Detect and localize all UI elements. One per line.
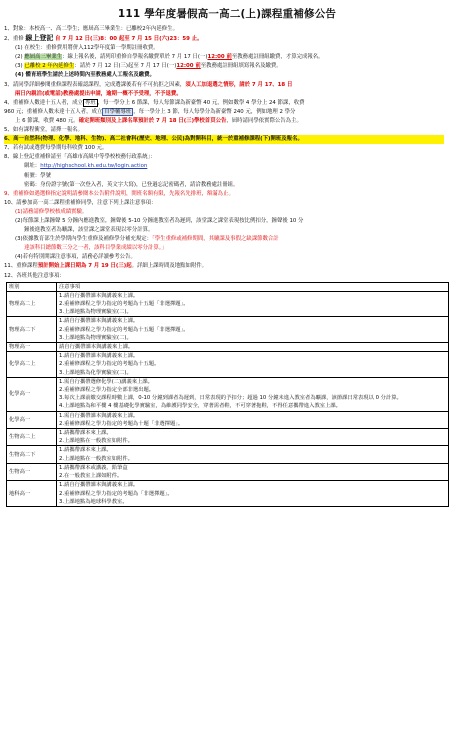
table-cell-notes bbox=[57, 446, 449, 463]
item-2-prefix: 2、重修 bbox=[4, 36, 24, 43]
table-header-row bbox=[7, 282, 449, 291]
item-11-tail: 。詳細上課時間及地點如附件。 bbox=[131, 263, 208, 270]
table-row bbox=[7, 317, 449, 343]
table-note-line: 2.上課地點在一般教室如附件。 bbox=[59, 455, 133, 462]
item-3-line2: 兩日內親洽(或電話)教務處提出申請，逾期一概不予受理，不予退費。 bbox=[15, 90, 182, 97]
table-row bbox=[7, 377, 449, 411]
table-note-line: 4.上課地點為和平樓 4 樓基礎化學實驗室，為維護同學安全，穿著需者鞋，不可穿著拖鞋，不得任意攜帶進入教室上課。 bbox=[59, 403, 341, 410]
table-cell-notes bbox=[57, 463, 449, 480]
table-cell-notes bbox=[57, 481, 449, 507]
table-cell-notes bbox=[57, 291, 449, 317]
class-notes-table bbox=[6, 282, 449, 507]
item-4-line2 bbox=[4, 108, 450, 117]
item-9: 9、重補修如遇選修指定說明請參閱本公告附件說明，開班名額有限，先報名先排班，額滿為止。 bbox=[4, 190, 234, 197]
item-4-class-type: 專班 bbox=[84, 99, 96, 106]
table-row bbox=[7, 291, 449, 317]
class-notes-table-body bbox=[7, 282, 449, 506]
table-cell-class: 地科高一 bbox=[7, 481, 57, 507]
table-header-class: 班別 bbox=[7, 282, 57, 291]
table-note-line: 1.需自行攜帶選修化學(二)講義來上課。 bbox=[59, 378, 153, 385]
table-note-line: 1.請攜帶課本或講義、鉛筆盒 bbox=[59, 464, 128, 471]
table-row bbox=[7, 343, 449, 352]
item-10-4: (4)若有特別開課注意事項，請務必詳讀參考公告。 bbox=[15, 254, 136, 261]
table-row bbox=[7, 446, 449, 463]
item-8-password: 密碼：身份證字號(第一次登入者，英文字大寫)，已登過忘記密碼者，請洽教務處註冊組。 bbox=[24, 181, 239, 188]
item-10-3a-text: (3)依據教育部生於學期內學生重修及補修學分補充規定： bbox=[15, 236, 153, 243]
item-3-line1 bbox=[4, 81, 450, 90]
item-7: 7、若有試或選費每學期每科收費 100 元。 bbox=[4, 145, 108, 152]
table-cell-notes bbox=[57, 411, 449, 428]
item-4-text-c: 960 元；重補修人數未達十五人者，成立 bbox=[4, 108, 103, 115]
item-10-3b: 達該科目總節數三分之一者，該科目學業成績以零分計算。」 bbox=[24, 245, 167, 252]
item-8-url bbox=[4, 162, 450, 171]
table-note-line: 請自行攜帶課本與講義來上課。 bbox=[59, 344, 134, 351]
table-cell-class: 生物高二下 bbox=[7, 446, 57, 463]
table-note-line: 2.在一般教室上課如附件。 bbox=[59, 473, 123, 480]
item-2-4: (4) 體育班學生請於上述時間內至教務處人工報名及繳費。 bbox=[15, 72, 155, 79]
table-cell-class: 化學高一 bbox=[7, 411, 57, 428]
table-cell-class: 物理高一 bbox=[7, 343, 57, 352]
table-cell-class: 物理高二下 bbox=[7, 317, 57, 343]
url-label: 網址： bbox=[24, 163, 41, 170]
item-8: 8、線上登記重補修請至「高雄市高級中等學校校務行政系統」： bbox=[4, 154, 156, 161]
item-2-3-mid: ：請於 7 月 12 日(三)起至 7 月 17 日(一) bbox=[74, 63, 177, 70]
item-1: 1、對象：本校高一、高二學生；應屆高三畢業生：已離校2年內延修生。 bbox=[4, 26, 178, 32]
item-8-account: 帳號：學號 bbox=[24, 172, 51, 179]
item-4-text-a: 4、重補修人數達十五人者，成立 bbox=[4, 99, 83, 106]
item-2-period: 自 7 月 12 日(三)8：00 起至 7 月 15 日(六)23：59 止。 bbox=[55, 36, 203, 43]
item-11-pre: 11、重修課程 bbox=[4, 263, 38, 270]
table-row bbox=[7, 429, 449, 446]
item-10-2a: (2)每節課上課鐘聲 5 分鐘內應進教室，鐘聲後 5-10 分鐘進教室者為遲到，該堂課之課堂表現按比例扣分，鐘聲後 10 分 bbox=[15, 217, 304, 224]
item-5: 5、如有課程衝堂，請擇一報名。 bbox=[4, 127, 83, 134]
item-10-3a bbox=[4, 235, 450, 244]
item-2-2-mid: ：線上報名後，請列印重修自學報名繳費單於 7 月 17 日(一) bbox=[62, 54, 208, 61]
item-2-2: (2) 應屆高三畢業生：線上報名後，請列印重修自學報名繳費單於 7 月 17 日(一)12:00 前至教務處註冊組繳費，才算完成報名。 bbox=[15, 54, 324, 61]
item-4-line1 bbox=[4, 99, 450, 108]
item-2-3: (3) 已離校 2 年內延修生：請於 7 月 12 日(三)起至 7 月 17 日(一)12:00 前至教務處註冊組填寫報名及繳費。 bbox=[15, 63, 282, 70]
item-4-text-e: 上 6 節課，收費 480 元。 bbox=[15, 117, 79, 124]
table-cell-notes bbox=[57, 317, 449, 343]
item-11-start-date: 預計開始上課日期為 7 月 19 日(三)起 bbox=[37, 263, 132, 270]
table-note-line: 3.上課地點為地球科學教室。 bbox=[59, 498, 128, 505]
table-cell-class: 化學高一 bbox=[7, 377, 57, 411]
item-10: 10、請參加高一高二課程重補修同學，注意下列上課注意事項： bbox=[4, 199, 157, 206]
page-title: 111 學年度暑假高一高二(上)課程重補修公告 bbox=[117, 8, 337, 20]
item-4-text-d: ，每一學分上 3 節，每人每學分為新臺幣 240 元，例如地理 2 學分 bbox=[133, 108, 296, 115]
table-note-line: 3.每次上課前繳交課程時數上課，0-10 分鐘到課者為遲到，日常表現的予扣分；超過 10 分鐘未進入教室者為曠課，該節課日常表現以 0 分計算。 bbox=[59, 395, 402, 402]
item-2-1: (1) 在校生：重修費用將併入112學年度第一學期註冊收費。 bbox=[15, 45, 159, 52]
table-note-line: 2.重補修課程之學力指定的考題為十五題。 bbox=[59, 361, 160, 368]
table-cell-class: 物理高二上 bbox=[7, 291, 57, 317]
announcement-page bbox=[0, 6, 454, 756]
item-2-online-register: 線上登記 bbox=[25, 34, 54, 43]
item-2 bbox=[4, 34, 450, 44]
item-2-2-highlight: 應屆高三畢業生 bbox=[24, 54, 63, 61]
table-row bbox=[7, 352, 449, 378]
item-2-3-tail: 至教務處註冊組填寫報名及繳費。 bbox=[200, 63, 282, 70]
table-cell-class: 生物高二上 bbox=[7, 429, 57, 446]
item-6: 6、高一自然科(物理、化學、地科、生物)、高二社會科(歷史、地理、公民)為對開科目，統一於重補修課程(下)開班及報名。 bbox=[4, 135, 444, 144]
table-note-line: 2.重補修課程之學力指定的考題為十五題「非選擇題」。 bbox=[59, 326, 189, 333]
table-row bbox=[7, 463, 449, 480]
table-note-line: 1.請自行攜帶課本與講義來上課。 bbox=[59, 292, 139, 299]
table-cell-class: 化學高二上 bbox=[7, 352, 57, 378]
table-note-line: 2.上課地點在一般教室如附件。 bbox=[59, 438, 133, 445]
table-cell-notes bbox=[57, 429, 449, 446]
item-10-1: (1)請務請修學校核成績實驗。 bbox=[15, 208, 88, 215]
table-row bbox=[7, 481, 449, 507]
table-note-line: 3.上課地點為物理實驗室(二)。 bbox=[59, 309, 132, 316]
table-note-line: 2.重補修課程之學力指定全部非選出題。 bbox=[59, 387, 155, 394]
item-12: 12、各班其他注意事項： bbox=[4, 272, 65, 279]
table-cell-notes bbox=[57, 377, 449, 411]
item-4-text-b: ，每一學分上 6 節課，每人每節課為新臺幣 40 元，例如數學 4 學分上 24 節課，收費 bbox=[97, 99, 305, 106]
item-4-text-f: ，屆時請同學依實際公告為主。 bbox=[226, 117, 302, 124]
table-note-line: 1.請攜帶課本來上課。 bbox=[59, 447, 112, 454]
item-2-3-highlight: 已離校 2 年內延修生 bbox=[24, 63, 75, 70]
table-note-line: 2.重補修課程之學力指定的考題為「非選擇題」。 bbox=[59, 490, 173, 497]
table-cell-notes bbox=[57, 352, 449, 378]
table-row bbox=[7, 411, 449, 428]
table-note-line: 1.請自行攜帶課本與講義來上課。 bbox=[59, 353, 139, 360]
table-note-line: 2.重補修課程之學力指定的考題為十題「非選擇題」。 bbox=[59, 420, 184, 427]
table-header-notes: 注意事項 bbox=[57, 282, 449, 291]
table-note-line: 1.需自行攜帶課本與講義來上課。 bbox=[59, 412, 139, 419]
item-10-3a-quote: 「學生重修或補修期間，其曠課及事假之缺課節數合計 bbox=[152, 236, 279, 243]
item-4-class-type-2: 自學輔導班 bbox=[104, 108, 132, 115]
system-login-link[interactable]: http://highschool.kh.edu.tw/login.action bbox=[40, 163, 148, 170]
item-11 bbox=[4, 262, 450, 271]
item-2-2-deadline: 12:00 前 bbox=[207, 54, 232, 61]
table-note-line: 1.請自行攜帶課本與講義來上課。 bbox=[59, 318, 139, 325]
item-2-3-deadline: 12:00 前 bbox=[176, 63, 201, 70]
table-note-line: 3.上課地點為物理實驗室(二)。 bbox=[59, 334, 132, 341]
item-3-bold: 須人工加退選之情形，請於 7 月 17、18 日 bbox=[185, 81, 293, 88]
table-note-line: 3.上課地點為化學實驗室(二)。 bbox=[59, 369, 132, 376]
item-3-text: 3、請同學詳細參閱重修課程表確認課程，完成選課後若有不可抗拒之因素， bbox=[4, 81, 186, 88]
item-2-2-tail: 至教務處註冊組繳費，才算完成報名。 bbox=[231, 54, 324, 61]
table-note-line: 2.重補修課程之學力指定的考題為十五題「非選擇題」。 bbox=[59, 301, 189, 308]
item-10-2b: 鐘後進教室者為曠課，該堂課之課堂表現以零分計算。 bbox=[24, 227, 154, 234]
table-cell-notes bbox=[57, 343, 449, 352]
table-note-line: 1.請自行攜帶課本與講義來上課。 bbox=[59, 482, 139, 489]
table-cell-class: 生物高一 bbox=[7, 463, 57, 480]
item-4-line3 bbox=[4, 117, 450, 126]
table-note-line: 1.請攜帶課本來上課。 bbox=[59, 430, 112, 437]
item-4-announce-date: 確定開班類別及上課名單預計於 7 月 18 日(三)學校首頁公告 bbox=[78, 117, 227, 124]
